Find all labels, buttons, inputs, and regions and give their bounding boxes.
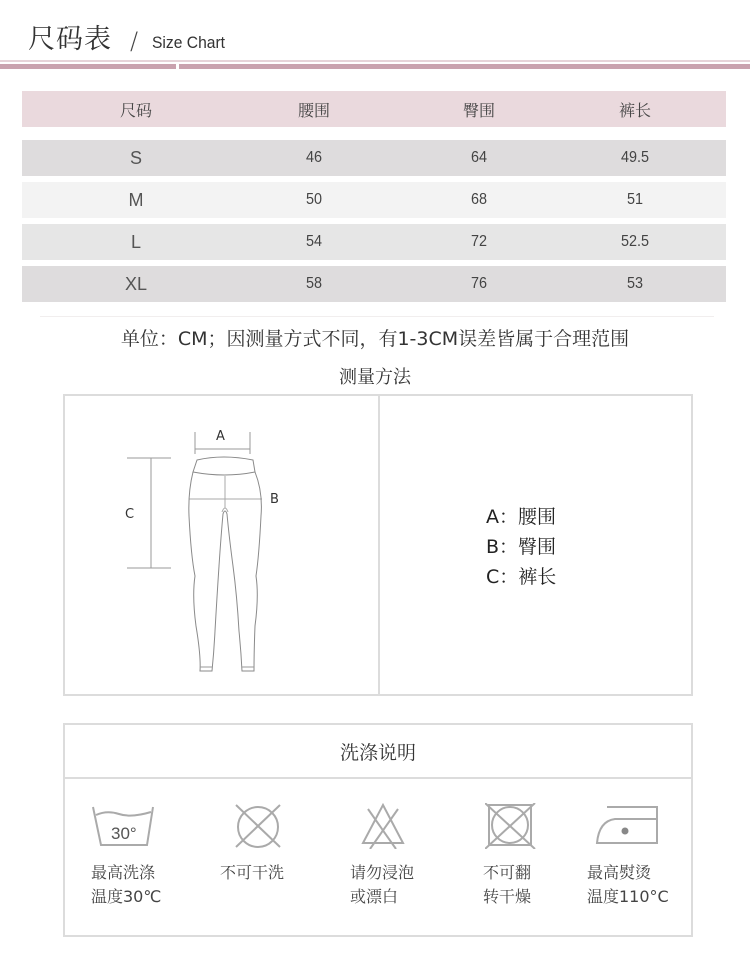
legend-key: B： [486, 536, 519, 558]
cell-waist: 50 [305, 191, 323, 208]
cell-length: 52.5 [620, 233, 650, 250]
cell-length: 53 [626, 275, 644, 292]
care-label-line: 请勿浸泡 [350, 863, 415, 882]
cell-size: M [128, 189, 144, 210]
title-separator: / [130, 27, 139, 55]
cell-hip: 68 [470, 191, 488, 208]
care-label-line: 温度30℃ [91, 887, 162, 906]
column-header-size: 尺码 [119, 100, 152, 120]
cell-waist: 58 [305, 275, 323, 292]
care-label [483, 861, 603, 909]
svg-text:30°: 30° [111, 824, 137, 843]
iron-110-icon [595, 803, 659, 849]
page-title-en: Size Chart [152, 33, 226, 52]
size-table [22, 91, 726, 308]
cell-length: 49.5 [620, 149, 650, 166]
legend-item-a [486, 502, 556, 532]
cell-waist: 46 [305, 149, 323, 166]
page-title-cn: 尺码表 [28, 24, 112, 55]
dim-label-c: C [125, 507, 135, 522]
measurement-title: 测量方法 [339, 367, 411, 388]
cell-size: S [129, 147, 142, 168]
care-label-line: 转干燥 [483, 887, 532, 906]
divider [40, 316, 714, 317]
header-rule-right [179, 64, 750, 69]
care-label-line: 最高洗涤 [91, 863, 156, 882]
care-item-dry-clean [220, 803, 340, 885]
dim-label-b: B [270, 492, 279, 507]
care-label-line: 或漂白 [350, 887, 399, 906]
leggings-diagram [65, 396, 378, 694]
table-row [22, 140, 726, 176]
care-label [350, 861, 470, 909]
cell-size: L [130, 231, 141, 252]
measurement-divider [378, 396, 380, 694]
legend-item-b [486, 532, 556, 562]
column-header-waist: 腰围 [297, 100, 330, 120]
column-header-hip: 臀围 [462, 100, 495, 120]
care-label [220, 861, 340, 885]
table-row [22, 224, 726, 260]
cell-length: 51 [626, 191, 644, 208]
header-rule-thin [0, 60, 750, 62]
cell-size: XL [124, 273, 148, 294]
dim-label-a: A [216, 429, 225, 444]
care-item-iron [587, 803, 707, 909]
cell-hip: 76 [470, 275, 488, 292]
care-label [587, 861, 707, 909]
leggings-illustration-icon [65, 396, 378, 694]
legend-item-c [486, 562, 556, 592]
legend-key: A： [486, 506, 518, 528]
legend-label: 臀围 [518, 536, 557, 558]
care-label-line: 最高熨烫 [587, 863, 652, 882]
care-label-line: 不可干洗 [220, 863, 285, 882]
size-table-header [22, 91, 726, 127]
care-box [63, 723, 693, 937]
care-label-line: 不可翻 [483, 863, 532, 882]
care-item-wash [91, 803, 211, 909]
wash-30-icon [91, 803, 155, 849]
care-title: 洗涤说明 [65, 725, 691, 779]
table-row [22, 266, 726, 302]
measurement-box [63, 394, 693, 696]
no-tumble-dry-icon [485, 803, 549, 849]
care-item-tumble-dry [483, 803, 603, 909]
cell-hip: 64 [470, 149, 488, 166]
column-header-length: 裤长 [618, 100, 651, 120]
unit-note: 单位：CM；因测量方式不同，有1-3CM误差皆属于合理范围 [120, 328, 630, 350]
cell-hip: 72 [470, 233, 488, 250]
no-bleach-icon [360, 803, 424, 849]
legend-label: 裤长 [518, 566, 557, 588]
legend-key: C： [486, 566, 519, 588]
care-label-line: 温度110°C [587, 887, 669, 906]
title-block [28, 18, 231, 58]
legend-label: 腰围 [518, 506, 557, 528]
header-rule-left [0, 64, 176, 69]
care-label [91, 861, 211, 909]
cell-waist: 54 [305, 233, 323, 250]
no-dry-clean-icon [234, 803, 298, 849]
table-row [22, 182, 726, 218]
measurement-legend [486, 502, 556, 592]
care-item-bleach [350, 803, 470, 909]
